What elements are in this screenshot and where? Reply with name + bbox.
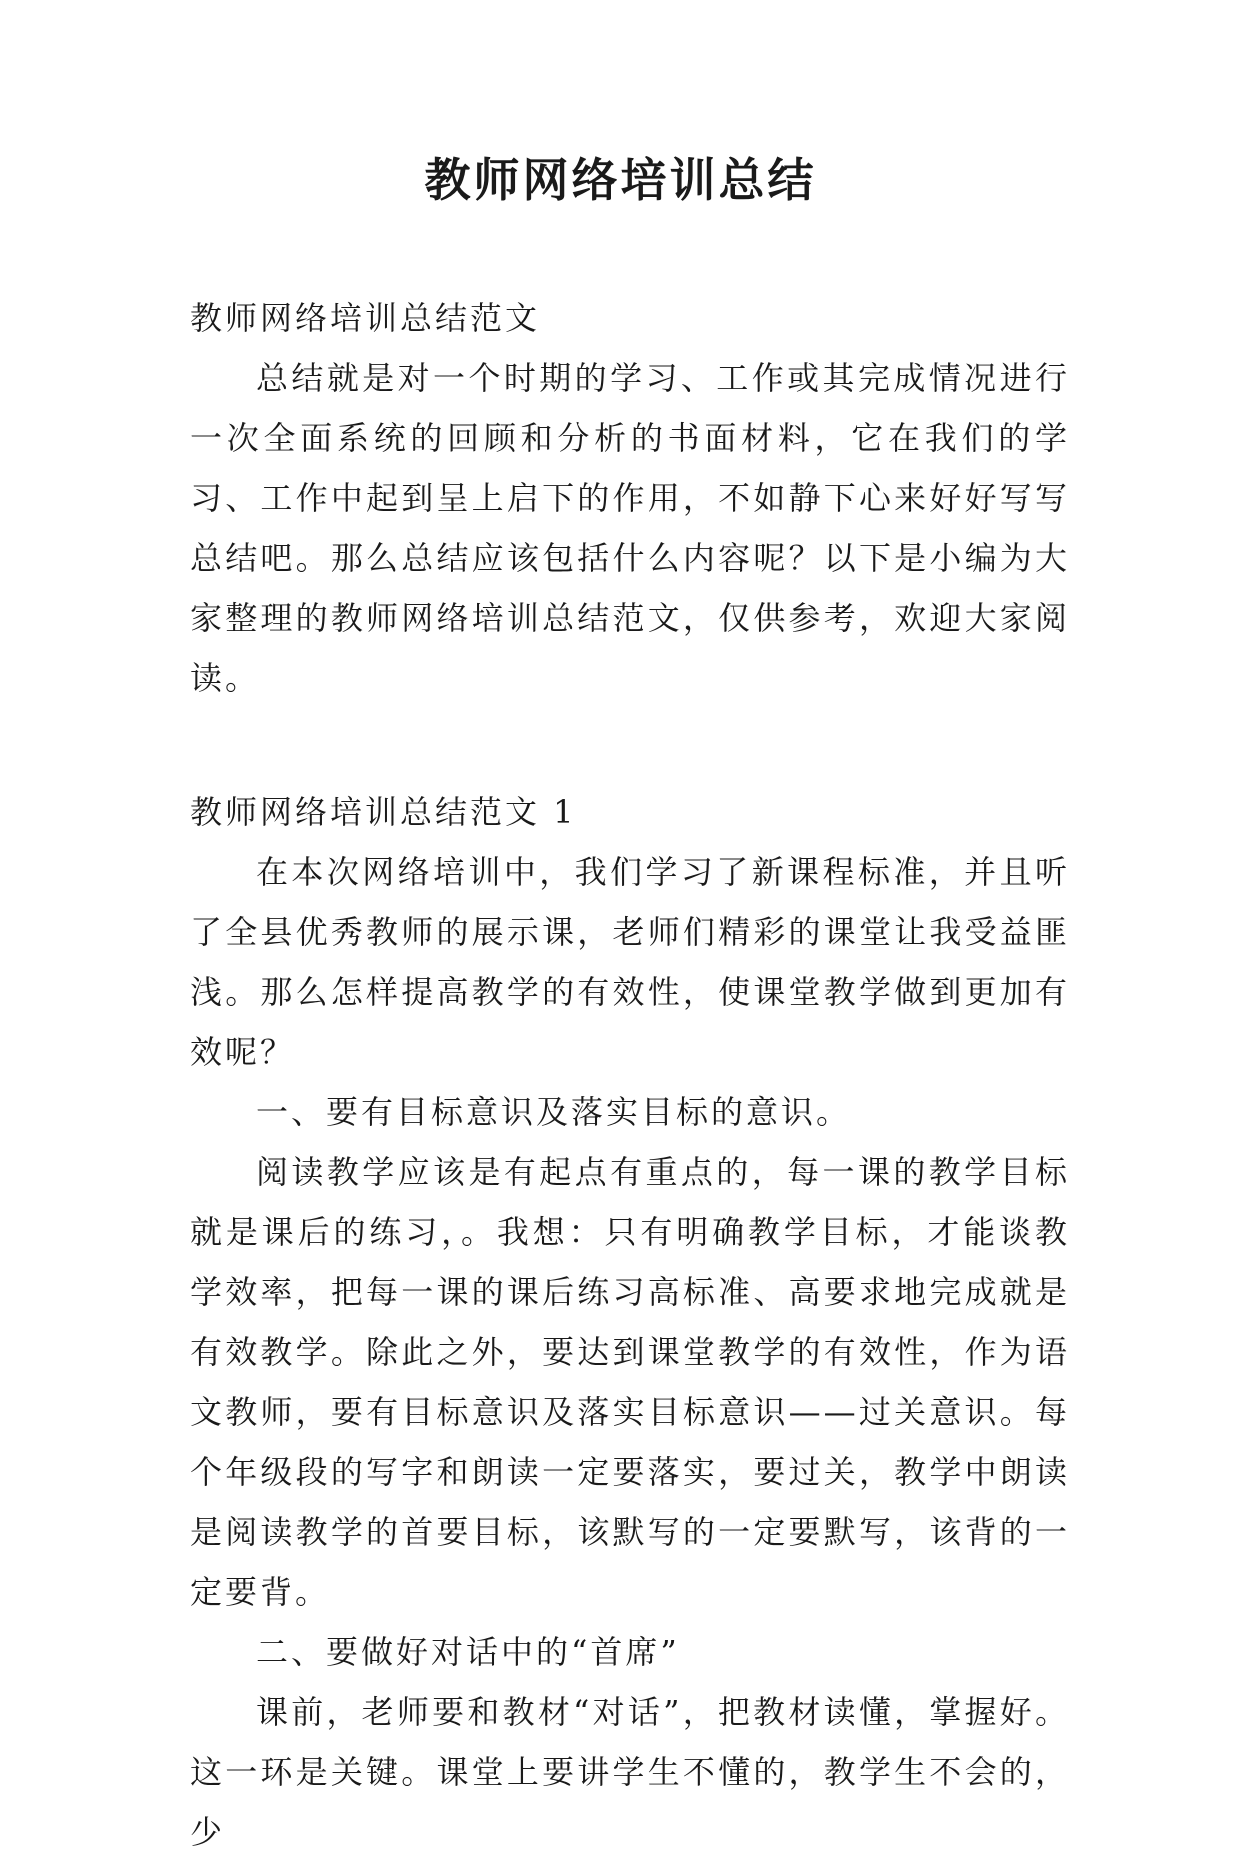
body-paragraph: 课前，老师要和教材“对话”，把教材读懂，掌握好。这一环是关键。课堂上要讲学生不懂的，教学生不会的，少 [190, 1693, 1070, 1851]
page-title: 教师网络培训总结 [424, 153, 817, 207]
body-paragraph: 总结就是对一个时期的学习、工作或其完成情况进行一次全面系统的回顾和分析的书面材料，它在我们的学习、工作中起到呈上启下的作用，不如静下心来好好写写总结吧。那么总结应该包括什么内容呢？以下是小编为大家整理的教师网络培训总结范文，仅供参考，欢迎大家阅读。 [190, 359, 1070, 697]
body-paragraph: 一、要有目标意识及落实目标的意识。 [256, 1093, 852, 1131]
body-paragraph: 二、要做好对话中的“首席” [256, 1633, 680, 1671]
section-heading: 教师网络培训总结范文 1 [190, 793, 577, 831]
section-spacer [190, 708, 1070, 782]
document-body [190, 288, 1070, 1862]
body-paragraph: 在本次网络培训中，我们学习了新课程标准，并且听了全县优秀教师的展示课，老师们精彩的课堂让我受益匪浅。那么怎样提高教学的有效性，使课堂教学做到更加有效呢？ [190, 853, 1070, 1071]
body-paragraph: 阅读教学应该是有起点有重点的，每一课的教学目标就是课后的练习，。我想：只有明确教学目标，才能谈教学效率，把每一课的课后练习高标准、高要求地完成就是有效教学。除此之外，要达到课堂教学的有效性，作为语文教师，要有目标意识及落实目标意识——过关意识。每个年级段的写字和朗读一定要落实，要过关，教学中朗读是阅读教学的首要目标，该默写的一定要默写，该背的一定要背。 [190, 1153, 1070, 1611]
section-heading: 教师网络培训总结范文 [190, 299, 541, 337]
